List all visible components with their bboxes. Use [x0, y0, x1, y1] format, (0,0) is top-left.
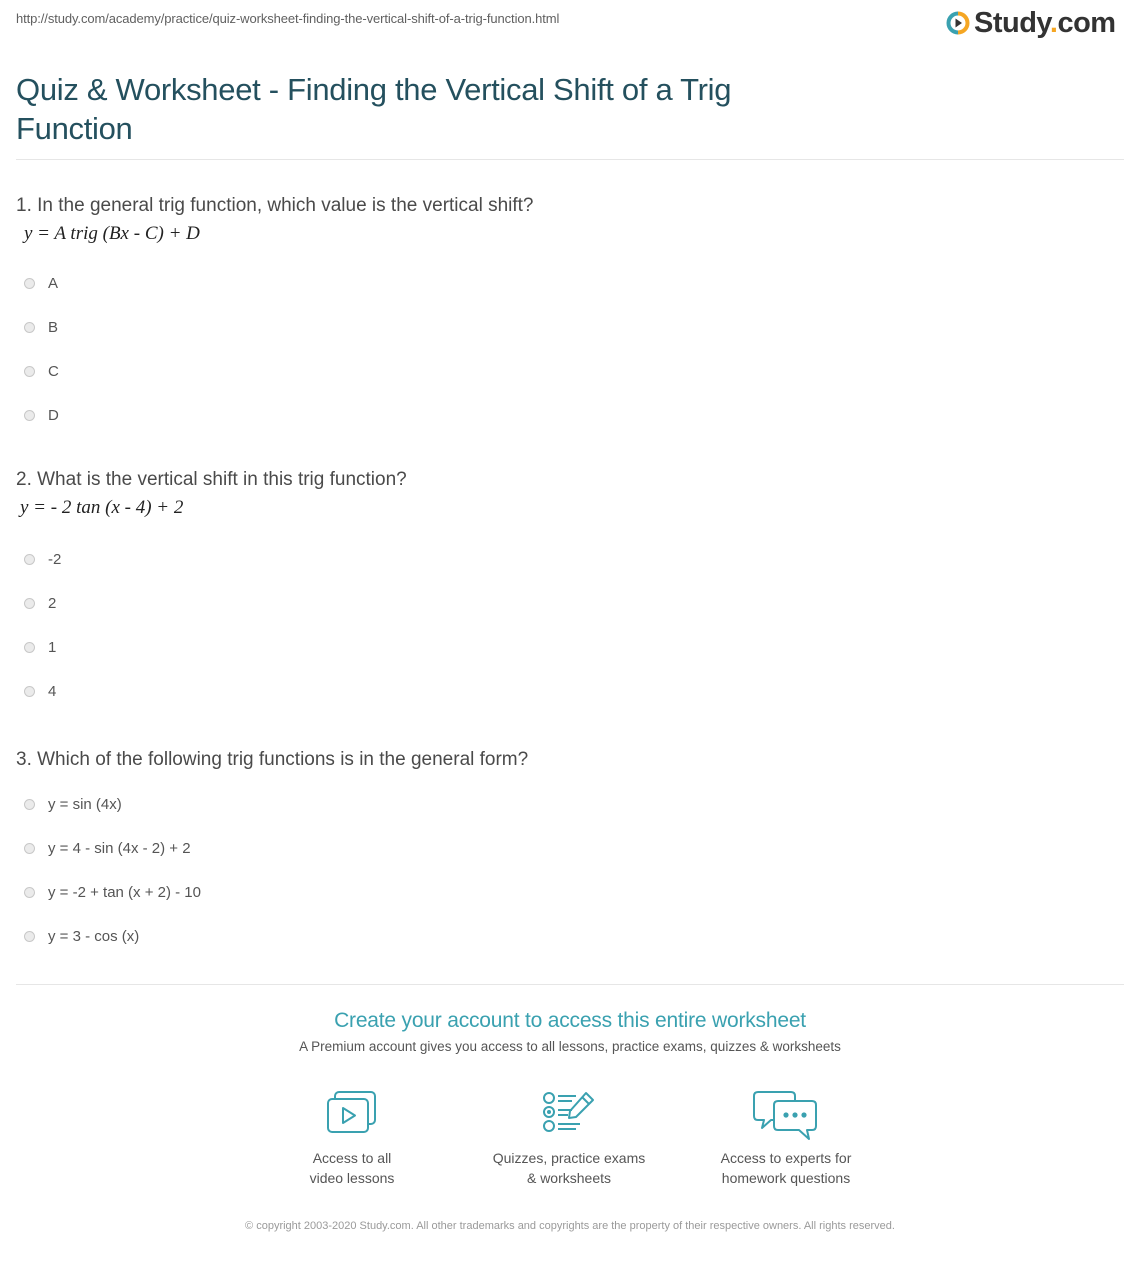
answer-option[interactable] [16, 669, 407, 713]
answer-option[interactable] [16, 537, 407, 581]
answer-option[interactable] [16, 261, 534, 305]
page-url: http://study.com/academy/practice/quiz-worksheet-finding-the-vertical-shift-of-a-trig-function.html [16, 11, 560, 26]
answer-option[interactable] [16, 393, 534, 437]
quiz-checklist-icon [540, 1090, 598, 1136]
section-divider [16, 984, 1124, 985]
answer-option[interactable] [16, 782, 528, 826]
expert-chat-icon [753, 1090, 819, 1142]
study-logo[interactable] [946, 8, 1116, 38]
feature-label-line1: Access to experts for [720, 1150, 852, 1166]
video-lessons-icon [325, 1090, 379, 1136]
feature-quizzes [479, 1090, 659, 1188]
radio-button[interactable] [24, 642, 35, 653]
option-label: 1 [48, 638, 57, 656]
option-label: B [48, 318, 59, 336]
option-label: 4 [48, 682, 57, 700]
radio-button[interactable] [24, 887, 35, 898]
feature-label [479, 1148, 659, 1188]
question-2 [16, 468, 407, 713]
feature-label-line1: Quizzes, practice exams [492, 1150, 646, 1166]
feature-video-lessons [262, 1090, 442, 1188]
feature-label-line2: video lessons [309, 1170, 395, 1186]
feature-label-line2: homework questions [721, 1170, 851, 1186]
question-formula: y = A trig (Bx - C) + D [24, 223, 200, 244]
radio-button[interactable] [24, 554, 35, 565]
answer-option[interactable] [16, 349, 534, 393]
option-label: C [48, 362, 59, 380]
option-label: -2 [48, 550, 62, 568]
radio-button[interactable] [24, 686, 35, 697]
title-divider [16, 159, 1124, 160]
option-label: y = 3 - cos (x) [48, 927, 140, 945]
question-text: 3. Which of the following trig functions is in the general form? [16, 749, 529, 770]
page-title: Quiz & Worksheet - Finding the Vertical Shift of a Trig Function [16, 72, 732, 146]
radio-button[interactable] [24, 278, 35, 289]
answer-option[interactable] [16, 914, 528, 958]
radio-button[interactable] [24, 410, 35, 421]
radio-button[interactable] [24, 322, 35, 333]
logo-text-tail: com [1057, 7, 1116, 39]
radio-button[interactable] [24, 799, 35, 810]
logo-dot: . [1049, 7, 1058, 39]
option-label: 2 [48, 594, 57, 612]
option-label: D [48, 406, 59, 424]
question-1 [16, 194, 534, 437]
answer-options [16, 261, 534, 437]
cta-subheading: A Premium account gives you access to all lessons, practice exams, quizzes & worksheets [299, 1039, 841, 1054]
feature-label [696, 1148, 876, 1188]
answer-option[interactable] [16, 870, 528, 914]
option-label: A [48, 274, 59, 292]
copyright-notice: © copyright 2003-2020 Study.com. All other trademarks and copyrights are the property of their respective owners. All rights reserved. [245, 1220, 895, 1232]
option-label: y = sin (4x) [48, 795, 122, 813]
question-formula: y = - 2 tan (x - 4) + 2 [20, 497, 184, 518]
radio-button[interactable] [24, 598, 35, 609]
feature-label-line2: & worksheets [526, 1170, 612, 1186]
feature-label-line1: Access to all [312, 1150, 392, 1166]
question-text: 1. In the general trig function, which value is the vertical shift? [16, 195, 534, 216]
feature-label [262, 1148, 442, 1188]
answer-option[interactable] [16, 826, 528, 870]
option-label: y = 4 - sin (4x - 2) + 2 [48, 839, 191, 857]
answer-options [16, 537, 407, 713]
option-label: y = -2 + tan (x + 2) - 10 [48, 883, 201, 901]
feature-experts [696, 1090, 876, 1188]
question-3 [16, 748, 528, 958]
cta-heading-link[interactable]: Create your account to access this entire worksheet [334, 1009, 806, 1032]
play-circle-icon [946, 11, 970, 35]
answer-option[interactable] [16, 305, 534, 349]
logo-text-main: Study [974, 7, 1050, 39]
question-text: 2. What is the vertical shift in this trig function? [16, 469, 407, 490]
logo-wordmark [974, 8, 1116, 38]
radio-button[interactable] [24, 366, 35, 377]
radio-button[interactable] [24, 843, 35, 854]
answer-option[interactable] [16, 625, 407, 669]
radio-button[interactable] [24, 931, 35, 942]
answer-option[interactable] [16, 581, 407, 625]
answer-options [16, 782, 528, 958]
